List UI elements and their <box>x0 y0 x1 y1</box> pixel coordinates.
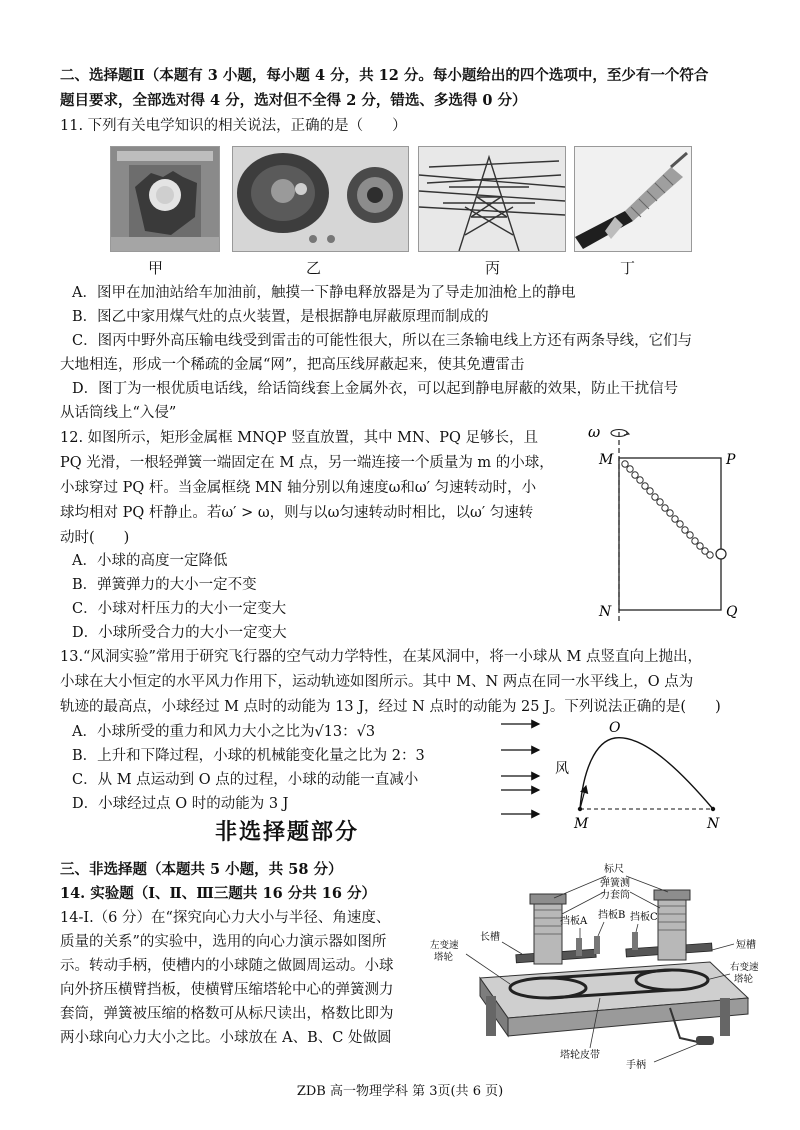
q13-option-b: B．上升和下降过程，小球的机械能变化量之比为 2：3 <box>72 748 425 764</box>
q11-option-d-line1: D．图丁为一根优质电话线，给话筒线套上金属外衣，可以起到静电屏蔽的效果，防止干扰信号 <box>72 381 679 397</box>
q14i-line6: 两小球向心力大小之比。小球放在 A、B、C 处做圆 <box>60 1030 392 1046</box>
q13-label-m: M <box>574 816 589 832</box>
q14i-line3: 示。转动手柄，使槽内的小球随之做圆周运动。小球 <box>60 958 394 974</box>
q12-stem-line5: 动时( ) <box>60 530 130 546</box>
photo-bing <box>418 146 566 252</box>
q12-label-m: M <box>599 452 614 468</box>
q12-label-q: Q <box>726 604 738 620</box>
apparatus-label-baffle-c: 挡板C <box>630 912 658 923</box>
section3-title: 三、非选择题（本题共 5 小题，共 58 分） <box>60 861 343 878</box>
q12-stem-line4: 球均相对 PQ 杆静止。若ω′ > ω，则与以ω匀速转动时相比，以ω′ 匀速转 <box>60 505 534 521</box>
q12-stem-line1: 12. 如图所示，矩形金属框 MNQP 竖直放置，其中 MN、PQ 足够长，且 <box>60 430 538 446</box>
q13-trajectory-figure <box>495 716 735 834</box>
apparatus-label-left-wheel-1: 左变速 <box>430 940 459 951</box>
q12-omega-label: ω <box>588 423 601 441</box>
q13-stem-line3: 轨迹的最高点，小球经过 M 点时的动能为 13 J，经过 N 点时的动能为 25 J。下列说法正确的是( ) <box>60 699 721 715</box>
caption-jia: 甲 <box>148 259 164 277</box>
q12-stem-line3: 小球穿过 PQ 杆。当金属框绕 MN 轴分别以角速度ω和ω′ 匀速转动时，小 <box>60 480 537 496</box>
section2-instructions-line2: 题目要求，全部选对得 4 分，选对但不全得 2 分，错选、多选得 0 分） <box>60 92 527 109</box>
caption-ding: 丁 <box>620 259 636 277</box>
apparatus-label-baffle-b: 挡板B <box>598 910 626 921</box>
apparatus-label-right-wheel-1: 右变速 <box>730 962 759 973</box>
q13-label-o: O <box>609 720 621 736</box>
q14i-line4: 向外挤压横臂挡板，使横臂压缩塔轮中心的弹簧测力 <box>60 982 394 998</box>
apparatus-label-right-wheel-2: 塔轮 <box>734 974 754 985</box>
apparatus-label-ruler: 标尺 <box>604 864 624 875</box>
q11-option-c-line1: C．图丙中野外高压输电线受到雷击的可能性很大，所以在三条输电线上方还有两条导线，它们与 <box>72 333 693 349</box>
apparatus-label-long-slot: 长槽 <box>480 932 500 943</box>
apparatus-label-short-slot: 短槽 <box>736 940 756 951</box>
q13-stem-line2: 小球在大小恒定的水平风力作用下，运动轨迹如图所示。其中 M、N 两点在同一水平线上，O 点为 <box>60 674 694 690</box>
q12-stem-line2: PQ 光滑，一根轻弹簧一端固定在 M 点，另一端连接一个质量为 m 的小球， <box>60 455 554 471</box>
q12-option-b: B．弹簧弹力的大小一定不变 <box>72 577 257 593</box>
centripetal-force-apparatus-figure <box>430 858 770 1070</box>
apparatus-label-spring-1: 弹簧测 <box>600 878 630 889</box>
q14i-line1: 14-Ⅰ.（6 分）在“探究向心力大小与半径、角速度、 <box>60 910 391 926</box>
q12-option-a: A．小球的高度一定降低 <box>72 553 228 569</box>
q14-title: 14. 实验题（Ⅰ、Ⅱ、Ⅲ三题共 16 分共 16 分） <box>60 885 376 902</box>
photo-jia <box>110 146 220 252</box>
q12-option-c: C．小球对杆压力的大小一定变大 <box>72 601 287 617</box>
section2-instructions-line1: 二、选择题Ⅱ（本题有 3 小题，每小题 4 分，共 12 分。每小题给出的四个选项中，至少有一个符合 <box>60 67 709 84</box>
q13-option-c: C．从 M 点运动到 O 点的过程，小球的动能一直减小 <box>72 772 419 788</box>
caption-bing: 丙 <box>485 259 501 277</box>
q13-label-n: N <box>707 816 720 832</box>
apparatus-label-left-wheel-2: 塔轮 <box>434 952 454 963</box>
caption-yi: 乙 <box>306 259 322 277</box>
q13-label-wind: 风 <box>555 761 569 777</box>
q11-option-a: A．图甲在加油站给车加油前，触摸一下静电释放器是为了导走加油枪上的静电 <box>72 285 576 301</box>
q13-option-a: A．小球所受的重力和风力大小之比为√13：√3 <box>72 724 376 740</box>
q13-stem-line1: 13.“风洞实验”常用于研究飞行器的空气动力学特性，在某风洞中，将一小球从 M 点竖直向上抛出， <box>60 649 702 665</box>
q12-label-p: P <box>726 452 736 468</box>
apparatus-label-spring-2: 力套筒 <box>600 890 630 901</box>
apparatus-label-baffle-a: 挡板A <box>560 916 588 927</box>
page-footer: ZDB 高一物理学科 第 3页(共 6 页) <box>296 1084 504 1099</box>
q13-option-d: D．小球经过点 O 时的动能为 3 J <box>72 796 289 812</box>
photo-yi <box>232 146 409 252</box>
q11-stem: 11. 下列有关电学知识的相关说法，正确的是（ ） <box>60 118 407 134</box>
q11-option-b: B．图乙中家用煤气灶的点火装置，是根据静电屏蔽原理而制成的 <box>72 309 489 325</box>
apparatus-label-handle: 手柄 <box>626 1060 646 1070</box>
photo-ding <box>574 146 692 252</box>
q12-label-n: N <box>599 604 612 620</box>
q14i-line2: 质量的关系”的实验中，选用的向心力演示器如图所 <box>60 934 387 950</box>
q11-option-d-line2: 从话筒线上“入侵” <box>60 405 177 421</box>
apparatus-label-belt: 塔轮皮带 <box>560 1050 600 1061</box>
q12-option-d: D．小球所受合力的大小一定变大 <box>72 625 287 641</box>
q12-frame-figure <box>580 418 760 640</box>
q11-option-c-line2: 大地相连，形成一个稀疏的金属“网”，把高压线屏蔽起来，使其免遭雷击 <box>60 357 525 373</box>
section-heading-non-choice: 非选择题部分 <box>215 819 360 845</box>
q14i-line5: 套筒，弹簧被压缩的格数可从标尺读出，格数比即为 <box>60 1006 394 1022</box>
